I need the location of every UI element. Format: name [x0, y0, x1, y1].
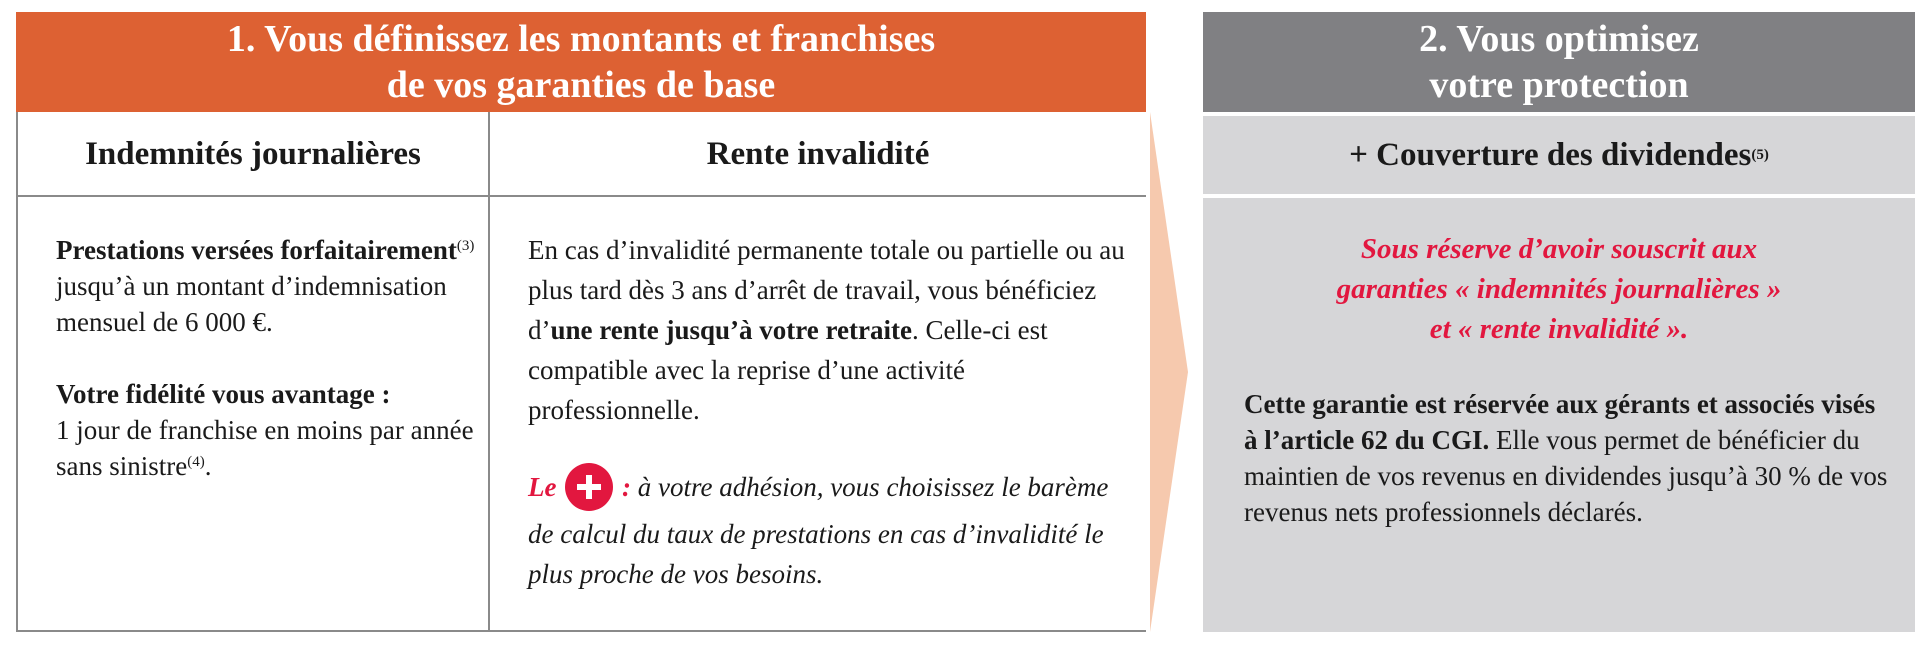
col1-body [56, 232, 476, 484]
section2-header-line2: votre protection [1429, 64, 1689, 106]
section2-subheader: + Couverture des dividendes (5) [1203, 116, 1915, 194]
col1-p2-text: 1 jour de franchise en moins par année sans sinistre [56, 415, 474, 481]
plus-le-label: Le [528, 472, 557, 503]
chevron-right-arrow-icon [1150, 112, 1188, 632]
section1-header-line1: 1. Vous définissez les montants et franchises [226, 18, 936, 60]
notice-line2: garanties « indemnités journalières » [1336, 273, 1782, 305]
notice-line3: et « rente invalidité ». [1429, 313, 1689, 345]
plus-text: à votre adhésion, vous choisissez le barème de calcul du taux de prestations en cas d’invalidité le plus proche de vos besoins. [528, 472, 1109, 589]
desc-text: Elle vous permet de bénéficier du maintien de vos revenus en dividendes jusqu’à 30 % de vos revenus nets professionnels déclarés. [1244, 425, 1888, 527]
col2-body [528, 230, 1128, 594]
col2-p1-b: . Celle-ci est compatible avec la reprise d’une activité professionnelle. [528, 315, 1048, 425]
section1-header [16, 12, 1146, 112]
col2-title: Rente invalidité [706, 135, 930, 172]
col1-paragraph2 [56, 376, 476, 484]
col2-p1-a: En cas d’invalidité permanente totale ou partielle ou au plus tard dès 3 ans d’arrêt de travail, vous bénéficiez d’ [528, 235, 1125, 345]
subscription-notice [1203, 229, 1915, 349]
section2-header [1203, 12, 1915, 112]
notice-line1: Sous réserve d’avoir souscrit aux [1360, 233, 1758, 265]
col1-p2-end: . [204, 451, 212, 481]
col1-title: Indemnités journalières [85, 135, 421, 172]
col2-paragraph1 [528, 230, 1128, 430]
col2-plus-paragraph [528, 466, 1128, 594]
section2-header-line1: 2. Vous optimisez [1419, 18, 1699, 60]
desc-bold: Cette garantie est réservée aux gérants et associés visés à l’article 62 du CGI. [1244, 389, 1876, 455]
col1-paragraph1 [56, 232, 476, 340]
footnote-4: (4) [187, 454, 205, 470]
footnote-3: (3) [456, 238, 475, 254]
plus-colon: : [615, 472, 631, 503]
col1-p2-bold: Votre fidélité vous avantage : [56, 379, 391, 409]
dividends-coverage-title: + Couverture des dividendes [1349, 136, 1752, 173]
plus-circle-icon [565, 463, 613, 511]
col2-p1-bold: une rente jusqu’à votre retraite [550, 315, 912, 345]
section2-description [1244, 386, 1894, 530]
col1-p1-rest: jusqu’à un montant d’indemnisation mensuel de 6 000 €. [56, 271, 447, 337]
section1-header-line2: de vos garanties de base [386, 64, 776, 106]
col1-p1-bold: Prestations versées forfaitairement [56, 235, 457, 265]
